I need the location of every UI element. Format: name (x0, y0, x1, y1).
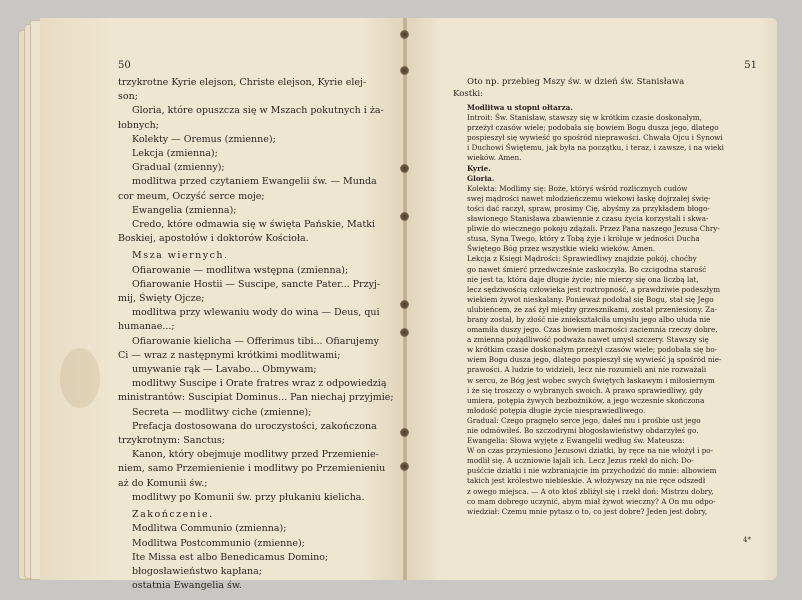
text-line: wiekiem żywot nieskalany. Ponieważ podobał się Bogu, stał się Jego (467, 294, 714, 304)
text-line: mij, Święty Ojcze; (118, 293, 205, 305)
text-line: nie jest ta, która daje długie życie; nie mierzy się ona liczbą lat, (467, 274, 699, 284)
text-line: prawości. A ludzie to widzieli, lecz nie rozumieli ani nie rozważali (467, 365, 707, 375)
text-line: i że się troszczy o wybranych swoich. A prawo sprawiedliwy, gdy (467, 385, 703, 395)
right-page (405, 18, 777, 580)
text-line: i Duchowi Świętemu, jak była na początku, i teraz, i zawsze, i na wieki (467, 143, 724, 153)
text-line: Boskiej, apostołów i doktorów Kościoła. (118, 233, 309, 245)
text-line: pliwie do wiecznego pokoju zdążali. Przez Pana naszego Jezusa Chry- (467, 224, 720, 234)
text-line: lecz sędziwością człowieka jest roztropność, a prawdziwie podeszłym (467, 284, 721, 294)
text-line: wiedział: Czemu mnie pytasz o to, co jest dobre? Jeden jest dobry, (467, 506, 708, 516)
text-line: ministrantów: Suscipiat Dominus... Pan niechaj przyjmie; (118, 392, 394, 404)
text-line: wieków. Amen. (467, 153, 522, 163)
text-line: Modlitwa Postcommunio (zmienne); (132, 537, 305, 549)
section-heading (453, 76, 758, 100)
text-line: Lekcja (zmienna); (132, 148, 218, 160)
text-line: Ofiarowanie kielicha — Offerimus tibi... Ofiarujemy (132, 335, 379, 347)
text-line: Gloria, które opuszcza się w Mszach pokutnych i ża- (132, 105, 384, 117)
text-line: modlitwa przed czytaniem Ewangelii św. — Munda (132, 176, 377, 188)
text-line: Gradual: Czego pragnęło serce jego, dałeś mu i prośbie ust jego (467, 415, 701, 425)
stitch-hole (400, 328, 409, 337)
text-line: Modlitwa u stopni ołtarza. (467, 103, 573, 112)
text-line: Kolekty — Oremus (zmienne); (132, 133, 276, 145)
text-line: w krótkim czasie doskonałym przeżył czasów wiele; podobała się bo- (467, 345, 718, 355)
text-line: W on czas przyniesiono Jezusowi dziatki, by ręce na nie włożył i po- (467, 446, 714, 456)
text-line: brany został, by złość nie zniekształciła umysłu jego albo ułuda nie (467, 314, 711, 324)
stitch-hole (400, 212, 409, 221)
gutter (403, 18, 407, 580)
text-line: Kyrie. (467, 163, 491, 173)
text-line: co mam dobrego uczynić, abym miał żywot wieczny? A On mu odpo- (467, 496, 716, 506)
text-line: przeżył czasów wiele; podobała się bowiem Bogu dusza jego, dlatego (467, 123, 719, 133)
text-line: humanae...; (118, 321, 175, 333)
stitch-hole (400, 462, 409, 471)
text-line: Zakończenie. (132, 509, 214, 521)
text-line: Świętego Bóg przez wszystkie wieki wieków. Amen. (467, 244, 656, 254)
text-line: Secreta — modlitwy ciche (zmienne); (132, 406, 312, 418)
text-line: son; (118, 91, 138, 103)
text-line: Ofiarowanie — modlitwa wstępna (zmienna); (132, 264, 349, 276)
heading-line: Kostki: (453, 89, 484, 99)
text-line: łobnych; (118, 119, 160, 131)
text-line: Modlitwa Communio (zmienna); (132, 523, 287, 535)
text-line: nie odmówiłeś. Bo szczodrymi błogosławieństwy obdarzyłeś go. (467, 426, 699, 435)
page-number: 50 (118, 60, 131, 71)
text-line: młodość potępia długie życie niesprawiedliwego. (467, 405, 646, 415)
text-line: Msza wiernych. (132, 250, 229, 262)
heading-line: Oto np. przebieg Mszy św. w dzień św. Stanisława (467, 77, 685, 87)
text-line: aż do Komunii św.; (118, 477, 208, 489)
text-line: umiera, potępia żywych bezbożników, a jego wczesnie skończona (467, 395, 705, 405)
paper-stain (60, 348, 100, 408)
right-page-text (453, 76, 758, 517)
text-line: niem, samo Przemienienie i modlitwy po Przemienieniu (118, 463, 386, 475)
text-line: puśćcie dziatki i nie wzbraniajcie im przychodzić do mnie: albowiem (467, 466, 717, 476)
text-line: Kanon, który obejmuje modlitwy przed Przemienie- (132, 449, 379, 461)
text-line: Ite Missa est albo Benedicamus Domino; (132, 551, 329, 563)
text-line: swej mądrości nawet młodzieńczemu wiekowi łaskę dojrzałej świę- (467, 193, 711, 203)
stitch-hole (400, 300, 409, 309)
text-line: trzykrotne Kyrie elejson, Christe elejson, Kyrie elej- (118, 77, 367, 88)
text-line: takich jest królestwo niebieskie. A włożywszy na nie ręce odszedł (467, 476, 706, 486)
text-line: stusa, Syna Twego, który z Tobą żyje i króluje w jedności Ducha (467, 234, 700, 244)
stitch-hole (400, 164, 409, 173)
text-line: Gloria. (467, 173, 495, 183)
text-line: z owego miejsca. — A oto ktoś zbliżył się i rzekł doń: Mistrzu dobry, (467, 486, 714, 496)
stitch-hole (400, 428, 409, 437)
text-line: wiem Bogu dusza jego, dlatego pospieszył się wywieść ją spośród nie- (467, 355, 722, 365)
text-line: tości dać raczył, spraw, prosimy Cię, abyśmy za przykładem błogo- (467, 203, 710, 213)
text-line: omamiła duszy jego. Czas bowiem marności zaciemnia rzeczy dobre, (467, 325, 718, 335)
text-line: sławionego Stanisława zbawiennie z czasu życia korzystali i skwa- (467, 214, 709, 224)
text-line: modlił się. A uczniowie łajali ich. Lecz Jezus rzekł do nich: Do- (467, 456, 694, 466)
text-line: Ewangelia (zmienna); (132, 204, 237, 216)
text-line: modlitwy po Komunii św. przy płukaniu kielicha. (132, 491, 365, 503)
left-page (40, 18, 405, 592)
text-line: Ofiarowanie Hostii — Suscipe, sancte Pater... Przyj- (132, 278, 381, 290)
signature-mark: 4* (743, 536, 751, 544)
text-line: ulubieńcem, że zaś żył między grzesznikami, został przeniesiony. Za- (467, 304, 717, 314)
text-line: Lekcja z Księgi Mądrości: Sprawiedliwy znajdzie pokój, choćby (467, 254, 697, 264)
text-line: Ewangelia: Słowa wyjęte z Ewangelii według św. Mateusza: (467, 436, 685, 446)
page-number: 51 (744, 60, 757, 71)
left-page-text (118, 76, 408, 593)
text-line: Introit: Św. Stanisław, stawszy się w krótkim czasie doskonałym, (467, 113, 702, 123)
text-line: a zmienna pożądliwość podważa nawet umysł szczery. Stawszy się (467, 335, 709, 345)
text-line: trzykrotnym: Sanctus; (118, 435, 225, 447)
text-line: w sercu, że Bóg jest wobec swych świętych łaskawym i miłosiernym (467, 375, 715, 385)
text-line: Gradual (zmienny); (132, 162, 225, 174)
text-line: Credo, które odmawia się w święta Pańskie, Matki (132, 219, 376, 231)
text-line: Prefacja dostosowana do uroczystości, zakończona (132, 420, 377, 432)
text-line: modlitwa przy wlewaniu wody do wina — Deus, qui (132, 307, 380, 319)
text-line: ostatnia Ewangelia św. (132, 580, 242, 592)
text-line: pospieszył się wywieść go spośród nieprawości. Chwała Ojcu i Synowi (467, 133, 723, 143)
text-line: Ci — wraz z następnymi krótkimi modlitwami; (118, 349, 341, 361)
text-line: Kolekta: Modlimy się: Boże, któryś wśród rozlicznych cudów (467, 183, 688, 193)
stitch-hole (400, 30, 409, 39)
stitch-hole (400, 66, 409, 75)
text-line: go nawet śmierć przedwcześnie zaskoczyła. Bo czcigodna starość (467, 264, 707, 274)
text-line: błogosławieństwo kapłana; (132, 565, 263, 577)
text-line: umywanie rąk — Lavabo... Obmywam; (132, 364, 317, 376)
text-line: cor meum, Oczyść serce moje; (118, 190, 265, 202)
text-line: modlitwy Suscipe i Orate fratres wraz z odpowiedzią (132, 378, 387, 390)
